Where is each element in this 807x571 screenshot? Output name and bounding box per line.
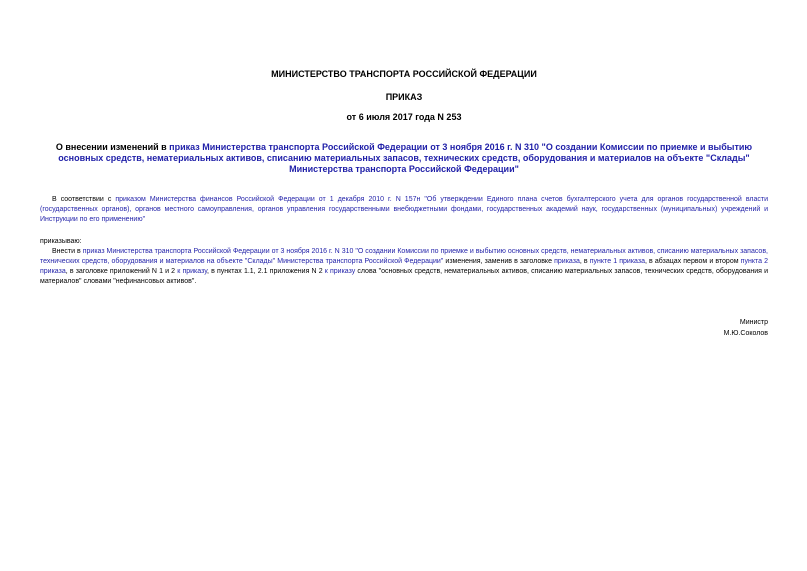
order-paragraph (40, 247, 768, 287)
preamble-minfin-link[interactable]: приказом Министерства финансов Российской Федерации от 1 декабря 2010 г. N 157н "Об утверждении Единого плана счетов бухгалтерского учета для органов государственной власти (государственных органов), органов местного самоуправления, органов управления государственными внебюджетными фондами, государственных академий наук, государственных (муниципальных) учреждений и Инструкции по его применению" (40, 196, 769, 223)
order-text-6: , в пунктах 1.1, 2.1 приложения N 2 (207, 268, 325, 275)
preamble-paragraph (40, 195, 768, 225)
signature-position: Министр (739, 319, 768, 326)
date-number: от 6 июля 2017 года N 253 (346, 112, 462, 122)
preamble-prefix: В соответствии с (52, 196, 116, 203)
order-link-appendix[interactable]: к приказу (177, 268, 208, 275)
title-prefix: О внесении изменений в (55, 142, 170, 152)
order-link-item2[interactable]: пункта 2 приказа (40, 258, 769, 275)
order-link-appendix2[interactable]: к приказу (324, 268, 356, 275)
doc-type-heading: ПРИКАЗ (385, 92, 423, 102)
order-text-2: изменения, заменив в заголовке (443, 258, 555, 265)
order-link-main[interactable]: приказ Министерства транспорта Российской Федерации от 3 ноября 2016 г. N 310 "О создании Комиссии по приемке и выбытию основных средств, нематериальных активов, списанию материальных запасов, технических средств, оборудования и материалов на объекте "Склады" Министерства транспорта Российской Федерации" (40, 248, 768, 265)
order-word: приказываю: (40, 238, 82, 245)
order-text-5: , в заголовке приложений N 1 и 2 (65, 268, 178, 275)
document-title (40, 142, 768, 175)
signature-name: М.Ю.Соколов (723, 330, 768, 337)
order-text-3: , в (579, 258, 590, 265)
order-text-7: слова "основных средств, нематериальных активов, списанию материальных запасов, технических средств, оборудования и материалов" словами "нефинансовых активов". (40, 268, 769, 285)
ministry-heading: МИНИСТЕРСТВО ТРАНСПОРТА РОССИЙСКОЙ ФЕДЕРАЦИИ (271, 69, 537, 79)
order-text-4: , в абзацах первом и втором (644, 258, 741, 265)
title-order-link[interactable]: приказ Министерства транспорта Российской Федерации от 3 ноября 2016 г. N 310 "О создании Комиссии по приемке и выбытию основных средств, нематериальных активов, списанию материальных запасов, технических средств, оборудования и материалов на объекте "Склады" Министерства транспорта Российской Федерации" (58, 142, 753, 174)
order-text-1: Внести в (52, 248, 83, 255)
order-link-item1[interactable]: пункте 1 приказа (589, 258, 645, 265)
order-link-header[interactable]: приказа (554, 258, 580, 265)
